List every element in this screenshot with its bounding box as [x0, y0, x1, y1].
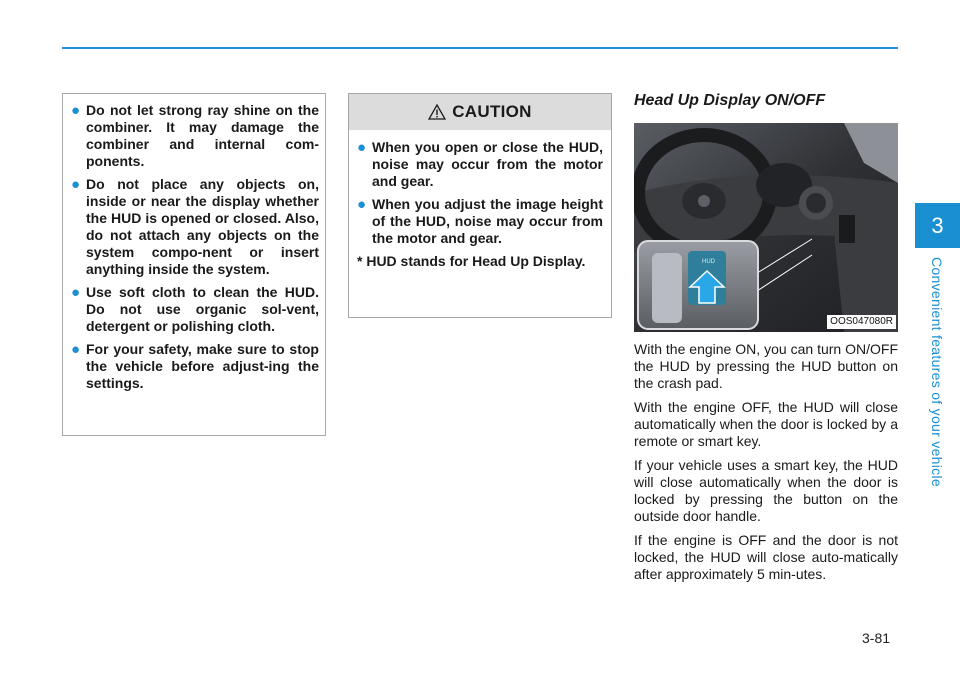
- paragraph: With the engine ON, you can turn ON/OFF the HUD by pressing the HUD button on the crash pad.: [634, 341, 898, 391]
- bullet-dot-icon: ●: [71, 341, 81, 358]
- list-item: [357, 196, 603, 247]
- warning-list: [71, 102, 319, 392]
- caution-note: * HUD stands for Head Up Display.: [357, 253, 586, 269]
- chapter-label: Convenient features of your vehicle: [929, 257, 945, 487]
- warning-box: [62, 93, 326, 436]
- dashboard-illustration: [634, 123, 898, 332]
- top-rule: [62, 47, 898, 49]
- caution-box: [348, 93, 612, 318]
- list-item-text: Use soft cloth to clean the HUD. Do not use organic sol-vent, detergent or polishing cloth.: [86, 284, 319, 334]
- paragraph: With the engine OFF, the HUD will close automatically when the door is locked by a remote or smart key.: [634, 399, 898, 449]
- list-item: [71, 102, 319, 170]
- chapter-tab[interactable]: 3: [915, 203, 960, 248]
- section-title: Head Up Display ON/OFF: [634, 92, 826, 109]
- list-item: [71, 176, 319, 278]
- list-item: [71, 284, 319, 335]
- bullet-dot-icon: ●: [71, 176, 81, 193]
- caution-header: [349, 94, 611, 130]
- caution-list: [357, 139, 603, 247]
- bullet-dot-icon: ●: [357, 139, 367, 156]
- paragraph: If your vehicle uses a smart key, the HUD will close automatically when the door is locked by pressing the button on the outside door handle.: [634, 457, 898, 524]
- warning-triangle-icon: [428, 104, 446, 120]
- list-item: [357, 139, 603, 190]
- list-item-text: For your safety, make sure to stop the vehicle before adjust-ing the settings.: [86, 341, 319, 391]
- list-item: [71, 341, 319, 392]
- bullet-dot-icon: ●: [71, 102, 81, 119]
- bullet-dot-icon: ●: [357, 196, 367, 213]
- list-item-text: Do not place any objects on, inside or near the display whether the HUD is opened or closed. Also, do not attach any objects on the system compo-nent or insert anything inside the system.: [86, 176, 319, 277]
- svg-text:HUD: HUD: [702, 259, 715, 265]
- page-number: 3-81: [862, 630, 891, 646]
- caution-title: CAUTION: [452, 102, 532, 121]
- list-item-text: When you adjust the image height of the HUD, noise may occur from the motor and gear.: [372, 196, 603, 246]
- paragraph: If the engine is OFF and the door is not locked, the HUD will close auto-matically after approximately 5 min-utes.: [634, 532, 898, 582]
- bullet-dot-icon: ●: [71, 284, 81, 301]
- list-item-text: When you open or close the HUD, noise may occur from the motor and gear.: [372, 139, 603, 189]
- dashboard-photo: [634, 123, 898, 332]
- image-code: OOS047080R: [827, 315, 896, 329]
- list-item-text: Do not let strong ray shine on the combiner. It may damage the combiner and internal com-ponents.: [86, 102, 319, 169]
- hud-section: [634, 90, 898, 590]
- body-text: [634, 341, 898, 583]
- caution-body: [349, 130, 611, 270]
